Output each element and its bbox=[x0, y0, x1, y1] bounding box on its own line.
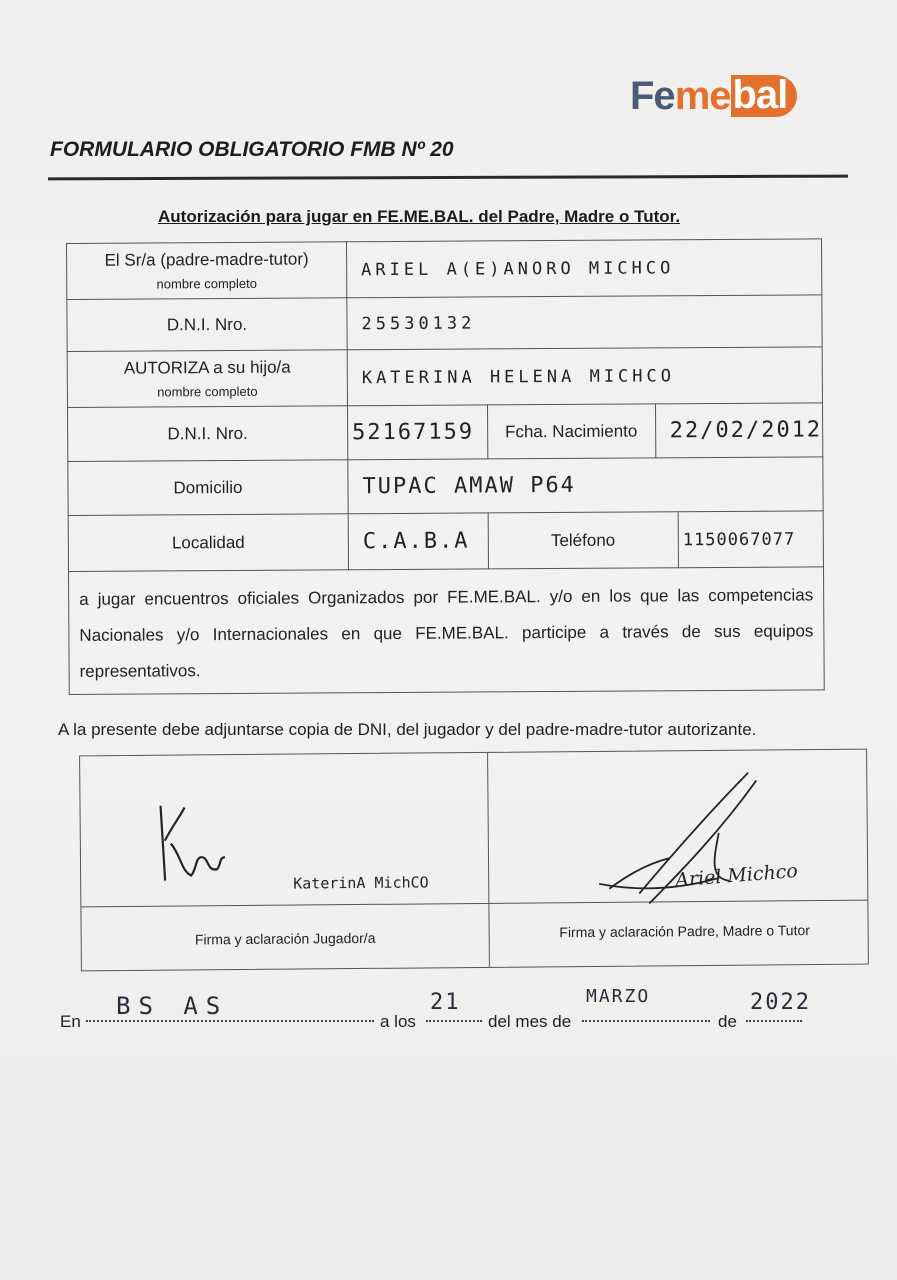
child-dni-value: 52167159 bbox=[347, 405, 487, 460]
parent-name-value: ARIEL A(E)ANORO MICHCO bbox=[346, 239, 821, 298]
attachment-note: A la presente debe adjuntarse copia de DNI, del jugador y del padre-madre-tutor autorizante. bbox=[58, 720, 757, 739]
birth-date-value: 22/02/2012 bbox=[655, 403, 823, 458]
parent-signature-scribble bbox=[578, 762, 839, 914]
birth-date-label: Fcha. Nacimiento bbox=[487, 404, 655, 459]
locality-row bbox=[68, 511, 823, 572]
place-value: BS AS bbox=[116, 992, 229, 1020]
address-label: Domicilio bbox=[68, 460, 348, 516]
parent-signature-caption: Firma y aclaración Padre, Madre o Tutor bbox=[559, 922, 810, 941]
child-label: AUTORIZA a su hijo/a bbox=[123, 357, 291, 378]
year-dots bbox=[746, 1020, 802, 1022]
parent-name-handwritten: Ariel Michco bbox=[674, 859, 799, 892]
date-place-line bbox=[58, 986, 878, 1040]
locality-value: C.A.B.A bbox=[348, 513, 488, 570]
month-value: MARZO bbox=[586, 986, 651, 1007]
month-dots bbox=[582, 1020, 710, 1022]
parent-label: El Sr/a (padre-madre-tutor) bbox=[104, 249, 309, 270]
parent-dni-label: D.N.I. Nro. bbox=[67, 298, 347, 352]
locality-label: Localidad bbox=[68, 514, 348, 572]
mes-label: del mes de bbox=[488, 1012, 572, 1031]
child-label-cell bbox=[67, 350, 347, 408]
day-value: 21 bbox=[430, 990, 461, 1015]
place-dots bbox=[86, 1020, 374, 1022]
authorization-heading: Autorización para jugar en FE.ME.BAL. del Padre, Madre o Tutor. bbox=[158, 207, 681, 226]
child-sublabel: nombre completo bbox=[157, 383, 258, 400]
authorization-table bbox=[66, 238, 825, 695]
phone-value: 1150067077 bbox=[678, 511, 823, 568]
player-signature-caption: Firma y aclaración Jugador/a bbox=[194, 929, 376, 948]
en-label: En bbox=[60, 1012, 81, 1031]
child-dni-label: D.N.I. Nro. bbox=[68, 406, 348, 462]
child-dni-row bbox=[68, 403, 823, 462]
parent-label-cell bbox=[67, 242, 347, 300]
form-title: FORMULARIO OBLIGATORIO FMB Nº 20 bbox=[50, 138, 454, 161]
year-value: 2022 bbox=[750, 990, 811, 1015]
address-value: TUPAC AMAW P64 bbox=[348, 457, 823, 514]
parent-name-row bbox=[67, 239, 822, 300]
de-label: de bbox=[718, 1012, 737, 1031]
phone-label: Teléfono bbox=[488, 512, 679, 569]
authorization-text: a jugar encuentros oficiales Organizados por FE.ME.BAL. y/o en los que las competencias Nacionales y/o Internacionales en que FE.ME.BAL. participe a través de sus equipos representativos. bbox=[69, 567, 825, 695]
logo-part-b: me bbox=[674, 74, 731, 118]
address-row bbox=[68, 457, 823, 516]
child-name-row bbox=[67, 347, 822, 408]
parent-dni-value: 25530132 bbox=[347, 295, 822, 350]
parent-sublabel: nombre completo bbox=[156, 275, 257, 292]
child-name-value: KATERINA HELENA MICHCO bbox=[347, 347, 822, 406]
signature-box bbox=[79, 749, 869, 972]
femebal-logo bbox=[630, 72, 797, 120]
authorization-text-row bbox=[69, 567, 825, 695]
player-signature-scribble bbox=[150, 785, 241, 896]
day-dots bbox=[426, 1020, 482, 1022]
logo-part-a: Fe bbox=[630, 74, 675, 118]
a-los-label: a los bbox=[380, 1012, 416, 1031]
title-rule bbox=[48, 175, 848, 181]
parent-dni-row bbox=[67, 295, 822, 352]
player-name-handwritten: KaterinA MichCO bbox=[293, 873, 429, 893]
logo-part-c: bal bbox=[731, 75, 798, 117]
